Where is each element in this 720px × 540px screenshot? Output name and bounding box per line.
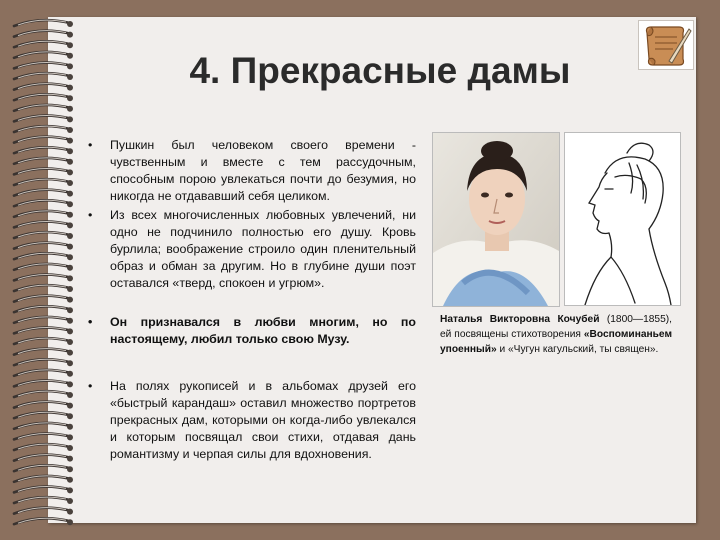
caption-name: Наталья Викторовна Кочубей [440,314,600,325]
scroll-quill-icon [638,20,694,70]
caption-poem: «Воспоминаньем упоенный» [440,329,672,355]
bullet-item-bold: • Он признавался в любви многим, но по настоящему, любил только свою Музу. [88,314,416,348]
portrait-sketch-image [564,132,681,306]
notebook-spiral-binding-icon [0,0,90,540]
bullet-item: • Пушкин был человеком своего времени - чувственным и вместе с тем рассудочным, способным порою увлекаться почти до безумия, но никогда не отдававший себя целиком. [88,137,416,205]
caption-years: (1800—1855), ей посвящены стихотворения [440,314,672,340]
bullet-list [88,137,416,463]
portrait-painting-image [432,132,560,307]
slide-title: 4. Прекрасные дамы [189,50,571,91]
caption-rest: и «Чугун кагульский, ты священ». [496,344,659,355]
bullet-item: • На полях рукописей и в альбомах друзей его «быстрый карандаш» оставил множество портретов прекрасных дам, которыми он когда-либо увлекался и которым посвящал свои стихи, отдавая дань романтизму и черпая силы для вдохновения. [88,378,416,463]
portrait-caption [440,312,672,357]
bullet-item: • Из всех многочисленных любовных увлечений, ни одно не подчинило полностью его душу. Кровь бурлила; воображение строило один пленительный образ и обман за другим. Но в глубине души поэт оставался «тверд, спокоен и угрюм». [88,207,416,292]
